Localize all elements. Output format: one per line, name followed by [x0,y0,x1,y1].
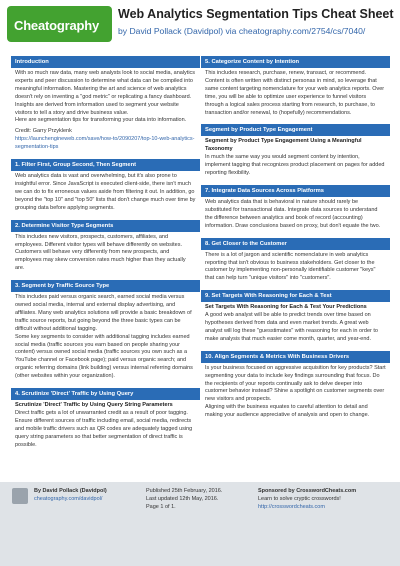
section-8 [201,238,390,287]
right-column [201,56,390,427]
section-body: This includes new visitors, prospects, customers, affiliates, and employees. Different visitor types will behave differently on websites. Customers will behave very differently from new prospects, and employees may skew conversion rates much higher than they actually are. [11,232,200,277]
footer-sponsor[interactable]: Sponsored by CrosswordCheats.com [258,488,357,494]
section-paragraph: This includes paid versus organic search, earned social media versus owned social media, internal and external display advertising, and affiliates. Many web analytics solutions will provide a basic breakdown of traffic source reports, but going beyond the three basic types can be difficult without additional tagging. [15,294,192,332]
section-body: Web analytics data is vast and overwhelming, but it's also prone to insightful error. Since JavaScript is executed client-side, there isn't much we can do to fix erroneous values aside from filtering it out. In addition, go beyond the "top 10" and "top 50" lists that don't change much over time by grouping data before applying segments. [11,171,200,216]
section-heading: 7. Integrate Data Sources Across Platforms [201,185,390,197]
section-paragraph: A good web analyst will be able to predict trends over time based on hypotheses derived from data and even market trends. A great web analyst will log these "guesstimates" with reasoning for each in order to make analysis that much easier come month, quarter, and year-end. [205,312,378,342]
section-1 [11,159,200,216]
intro-credit: Credit: Garry Przyklenk [15,128,72,135]
intro-paragraph-2: Here are segmentation tips for transforming your data into information. [15,117,187,124]
author-avatar[interactable] [12,488,28,504]
section-9 [201,290,390,347]
section-2 [11,220,200,277]
section-heading: 5. Categorize Content by Intention [201,56,390,68]
intro-link[interactable]: https://launchengineweb.com/save/how-to/2090207/top-10-web-analytics-segmentation-tips [15,136,195,151]
section-heading: 9. Set Targets With Reasoning for Each & Test [201,290,390,302]
footer-author-block [34,487,107,503]
byline[interactable]: by David Pollack (Davidpol) via cheatography.com/2754/cs/7040/ [118,26,366,36]
section-subheading: Scrutinize 'Direct' Traffic by Using Query String Parameters [15,402,173,409]
section-heading: 2. Determine Visitor Type Segments [11,220,200,232]
section-heading: 8. Get Closer to the Customer [201,238,390,250]
footer-author-link[interactable]: cheatography.com/davidpol/ [34,496,103,502]
section-heading: Introduction [11,56,200,68]
section-7 [201,185,390,234]
logo-text: Cheatography [14,18,100,33]
section-paragraph: In much the same way you would segment content by intention, implement tagging that recognizes product placement on pages for added reporting flexibility. [205,154,385,177]
footer-updated: Last updated 12th May, 2016. [146,496,219,502]
left-column [11,56,200,457]
section-body [11,400,200,452]
footer-page: Page 1 of 1. [146,504,176,510]
section-3 [11,280,200,384]
section-paragraph: Is your business focused on aggressive acquisition for key products? Start segmenting your data to include key findings surrounding that focus. Do the recipients of your reports continually ask to delve deeper into customer behavior instead? Shine a spotlight on customer segments over new visitors and prospects. [205,364,386,403]
section-subheading: Set Targets With Reasoning for Each & Test Your Predictions [205,304,367,311]
section-body [11,292,200,384]
section-heading: 4. Scrutinize 'Direct' Traffic by Using Query [11,388,200,400]
section-heading: Segment by Product Type Engagement [201,124,390,136]
section-body [201,363,390,423]
section-paragraph: Direct traffic gets a lot of unwarranted credit as a result of poor tagging. Ensure different sources of traffic including email, social media, redirects and mobile traffic drivers such as QR codes are adequately tagged using query string parameters so that better segmentation of direct traffic is possible. [15,410,193,448]
section-body [11,68,200,155]
section-paragraph-2: Some key segments to consider with additional tagging includes earned social media (traffic sources you earn based on people sharing your content) versus owned social media (traffic sources you own such as a YouTube channel or Facebook page); paid versus organic search; and organic referring domains (link building) versus internal referring domains (other websites within your organization). [15,333,193,380]
section-introduction [11,56,200,155]
header [0,0,400,48]
section-body: This includes research, purchase, renew, transact, or recommend. Content is often written with distinct personas in mind, so leverage that same content targeting nomenclature for your web analytics reports. Over time, you will be able to optimize user experience to funnel visitors through a logical sales process starting from research, to purchase, to transaction and/or renewal, to (hopefully) recommendations. [201,68,390,120]
section-10 [201,351,390,423]
footer-sponsor-link[interactable]: http://crosswordcheats.com [258,504,325,510]
section-body: There is a lot of jargon and scientific nomenclature in web analytics reporting that isn't obvious to business stakeholders. Get closer to the customer by implementing non-personally identifiable customer "keys" that can help turn "unique visitors" into "customers". [201,250,390,287]
section-heading: 10. Align Segments & Metrics With Business Drivers [201,351,390,363]
page-title: Web Analytics Segmentation Tips Cheat Sheet [118,7,394,21]
footer [0,482,400,566]
footer-meta-block [146,487,222,511]
section-4 [11,388,200,452]
section-heading: 3. Segment by Traffic Source Type [11,280,200,292]
footer-published: Published 25th February, 2016. [146,488,223,494]
section-paragraph-2: Aligning with the business equates to careful attention to detail and making your audience appreciative of analysis and open to change. [205,404,370,419]
section-5 [201,56,390,120]
section-6 [201,124,390,181]
section-body: Web analytics data that is behavioral in nature should rarely be substituted for transactional data. Integrate data sources to understand the difference between analytics and book of record (accounting) information. Draw conclusions based on proxy, but don't equate the two. [201,197,390,234]
section-subheading: Segment by Product Type Engagement Using a Meaningful Taxonomy [205,138,362,153]
intro-paragraph: With so much raw data, many web analysts look to social media, analytics experts and peer discussion to determine what data can be compiled into meaningful information. Mastering the art and science of web analytics doesn't rely on inventing a "god metric" or replicating a fancy dashboard. Insights are derived from information used to segment your website visitors to tell a story and drive business value. [15,70,196,116]
section-body [201,136,390,181]
footer-author[interactable]: By David Pollack (Davidpol) [34,488,107,494]
cheatography-logo[interactable] [7,6,112,42]
footer-sponsor-line: Learn to solve cryptic crosswords! [258,496,341,502]
footer-sponsor-block [258,487,356,511]
section-heading: 1. Filter First, Group Second, Then Segment [11,159,200,171]
section-body [201,302,390,347]
